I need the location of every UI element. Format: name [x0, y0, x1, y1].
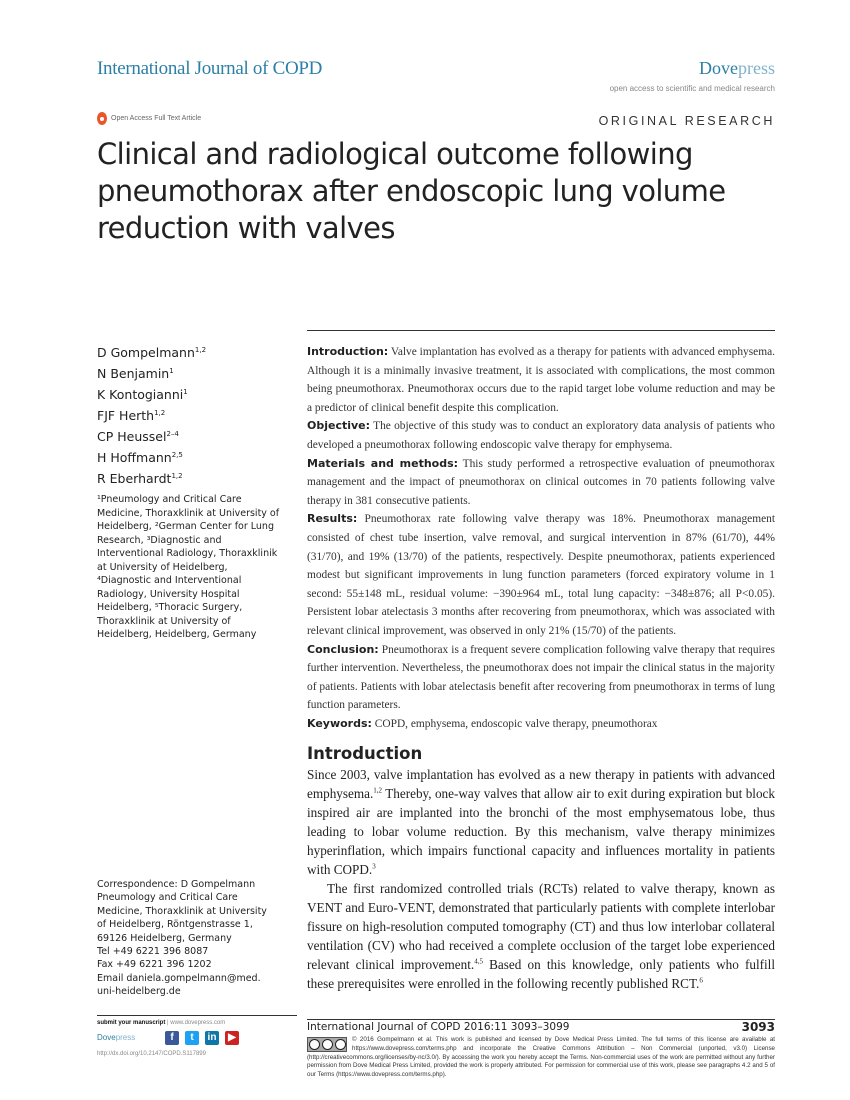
- creative-commons-icon: [307, 1037, 347, 1052]
- citation-ref[interactable]: 3: [372, 863, 376, 872]
- text: The first randomized controlled trials (RCTs) related to valve therapy, known as VENT and Euro-VENT, demonstrated that particularly patients with complete interlobar fissure on high-resolution computed tomography (CT) and thus low interlobar collateral ventilation (CV) who had received a complete occlusion of the target lobe experienced relevant clinical improvement.: [307, 881, 775, 973]
- license-text: © 2016 Gompelmann et al. This work is published and licensed by Dove Medical Press Limited. The full terms of this license are available at https://www.dovepress.com/terms.php and incorporate the Creative Commons Attribution – Non Commercial (unported, v3.0) License (http://creativecommons.org/licenses/by-nc/3.0/). By accessing the work you hereby accept the Terms. Non-commercial uses of the work are permitted without any further permission from Dove Medical Press Limited, provided the work is properly attributed. For permission for commercial use of this work, please see paragraphs 4.2 and 5 of our Terms (https://www.dovepress.com/terms.php).: [307, 1036, 775, 1079]
- correspondence-email[interactable]: Email daniela.gompelmann@med.: [97, 972, 261, 984]
- open-access-badge: [97, 112, 201, 125]
- author-affil: 1,2: [194, 345, 207, 354]
- correspondence-line: Pneumology and Critical Care: [97, 892, 238, 904]
- journal-title: International Journal of COPD: [97, 58, 323, 79]
- facebook-icon[interactable]: f: [165, 1031, 179, 1045]
- affiliations: ¹Pneumology and Critical Care Medicine, Thoraxklinik at University of Heidelberg, ²German Center for Lung Research, ³Diagnostic and Interventional Radiology, Thoraxklinik at University of Heidelberg, ⁴Diagnostic and Interventional Radiology, University Hospital Heidelberg, ⁵Thoracic Surgery, Thoraxklinik at University of Heidelberg, Heidelberg, Germany: [97, 494, 280, 640]
- article-title: Clinical and radiological outcome following pneumothorax after endoscopic lung volume reduction with valves: [97, 137, 726, 245]
- license-block: [307, 1036, 775, 1080]
- text: Since 2003, valve implantation has evolved as a new therapy in patients with advanced emphysema.: [307, 767, 775, 802]
- author-affil: 2–4: [166, 429, 179, 438]
- author-affil: 1,2: [154, 408, 166, 417]
- citation-ref[interactable]: 1,2: [373, 787, 383, 796]
- citation-ref[interactable]: 4,5: [474, 958, 483, 967]
- author-name: FJF Herth: [97, 408, 155, 423]
- correspondence-phone: Tel +49 6221 396 8087: [97, 946, 209, 958]
- correspondence: [97, 878, 282, 999]
- dove-suffix: press: [115, 1033, 136, 1042]
- citation-ref[interactable]: 6: [699, 977, 703, 986]
- author: [97, 342, 282, 363]
- publisher-main: Dove: [699, 58, 738, 78]
- section-label: Materials and methods:: [307, 456, 459, 470]
- publisher-tagline: open access to scientific and medical research: [609, 84, 775, 93]
- author-affil: 1,2: [171, 471, 183, 480]
- doi-link[interactable]: http://dx.doi.org/10.2147/COPD.S117899: [97, 1051, 206, 1057]
- abstract-introduction: [307, 343, 775, 417]
- linkedin-icon[interactable]: in: [205, 1031, 219, 1045]
- section-label: Results:: [307, 512, 358, 526]
- text: Thereby, one-way valves that allow air to exit during expiration but block inspired air are implanted into the bronchi of the most emphysematous lobe, thus leading to lobar volume reduction. By this mechanism, valve therapy minimizes hyperinflation, which impairs functional capacity and influences mortality in patients with COPD.: [307, 786, 775, 878]
- article-type: ORIGINAL RESEARCH: [598, 114, 775, 128]
- section-text: This study performed a retrospective evaluation of pneumothorax management and the impact of pneumothorax on clinical outcomes in 70 patients following valve therapy in 381 consecutive patients.: [307, 457, 775, 507]
- section-text: Pneumothorax is a frequent severe complication following valve therapy that requires further intervention. Nevertheless, the pneumothorax does not impair the clinical status in the majority of patients. Patients with lobar atelectasis benefit after recovering from pneumothorax in terms of lung function parameters.: [307, 643, 775, 712]
- abstract-conclusion: [307, 641, 775, 715]
- author: [97, 426, 282, 447]
- divider: [97, 1015, 297, 1016]
- author-name: K Kontogianni: [97, 387, 184, 402]
- author: [97, 468, 282, 489]
- author: [97, 384, 282, 405]
- submit-manuscript-link[interactable]: [97, 1020, 225, 1026]
- author-name: CP Heussel: [97, 429, 167, 444]
- abstract-keywords: [307, 715, 775, 734]
- abstract-objective: [307, 417, 775, 454]
- author: [97, 405, 282, 426]
- abstract-methods: [307, 455, 775, 511]
- youtube-icon[interactable]: ▶: [225, 1031, 239, 1045]
- paragraph: [307, 765, 775, 879]
- section-text: The objective of this study was to conduct an exploratory data analysis of patients who developed a pneumothorax following endoscopic valve therapy for emphysema.: [307, 420, 775, 451]
- publisher-logo: [699, 58, 775, 79]
- section-label: Introduction:: [307, 345, 389, 358]
- paragraph: [307, 879, 775, 993]
- correspondence-fax: Fax +49 6221 396 1202: [97, 959, 212, 971]
- correspondence-line: of Heidelberg, Röntgenstrasse 1,: [97, 919, 253, 931]
- left-column: [97, 342, 282, 642]
- correspondence-email-cont[interactable]: uni-heidelberg.de: [97, 986, 181, 998]
- citation-line: International Journal of COPD 2016:11 3093–3099: [307, 1021, 570, 1033]
- author-name: N Benjamin: [97, 366, 170, 381]
- section-text: Valve implantation has evolved as a therapy for patients with advanced emphysema. Although it is a minimally invasive treatment, it is associated with complications, the most common being pneumothorax. Pneumothorax occurs due to the rapid target lobe volume reduction and may be a predictor of clinical benefit despite this complication.: [307, 346, 775, 414]
- author-name: H Hoffmann: [97, 450, 172, 465]
- divider: [307, 330, 775, 331]
- author: [97, 363, 282, 384]
- submit-url[interactable]: | www.dovepress.com: [165, 1020, 226, 1026]
- author: [97, 447, 282, 468]
- section-label: Objective:: [307, 419, 371, 433]
- introduction-heading: Introduction: [307, 744, 423, 764]
- section-label: Keywords:: [307, 716, 372, 730]
- correspondence-line: Medicine, Thoraxklinik at University: [97, 905, 267, 917]
- section-label: Conclusion:: [307, 642, 379, 656]
- dovepress-footer-logo: [97, 1033, 135, 1042]
- right-column: [307, 343, 775, 993]
- correspondence-line: 69126 Heidelberg, Germany: [97, 932, 232, 944]
- author-list: [97, 342, 282, 489]
- section-text: Pneumothorax rate following valve therapy was 18%. Pneumothorax management consisted of chest tube insertion, valve removal, and surgical intervention in 87% (61/70), 44% (31/70), and 19% (13/70) of the patients, respectively. Despite pneumothorax, patients experienced modest but significant improvements in lung function parameters (forced expiratory volume in 1 second: 55±148 mL, residual volume: −390±964 mL, total lung capacity: −348±876; all P<0.05). Persistent lobar atelectasis 3 months after recovering from pneumothorax, which was associated with relevant clinical improvement, was observed in only 21% (15/70) of the patients.: [307, 513, 775, 637]
- author-name: R Eberhardt: [97, 471, 172, 486]
- introduction-body: [307, 765, 775, 993]
- divider: [307, 1019, 775, 1020]
- twitter-icon[interactable]: t: [185, 1031, 199, 1045]
- social-links: [165, 1031, 239, 1045]
- dove-main: Dove: [97, 1033, 116, 1042]
- author-affil: 2,5: [171, 450, 183, 459]
- text: Based on this knowledge, only patients who fulfill these prerequisites were enrolled in the following recently published RCT.: [307, 957, 776, 992]
- abstract-results: [307, 510, 775, 640]
- author-name: D Gompelmann: [97, 345, 195, 360]
- author-affil: 1: [183, 387, 188, 396]
- page-number: 3093: [741, 1020, 775, 1034]
- publisher-suffix: press: [738, 58, 775, 78]
- correspondence-line: Correspondence: D Gompelmann: [97, 879, 256, 890]
- open-access-lock-icon: [97, 112, 107, 125]
- open-access-label: Open Access Full Text Article: [111, 115, 202, 122]
- abstract: [307, 343, 775, 733]
- author-affil: 1: [169, 366, 174, 375]
- section-text: COPD, emphysema, endoscopic valve therapy, pneumothorax: [374, 717, 658, 730]
- submit-label[interactable]: submit your manuscript: [97, 1020, 166, 1026]
